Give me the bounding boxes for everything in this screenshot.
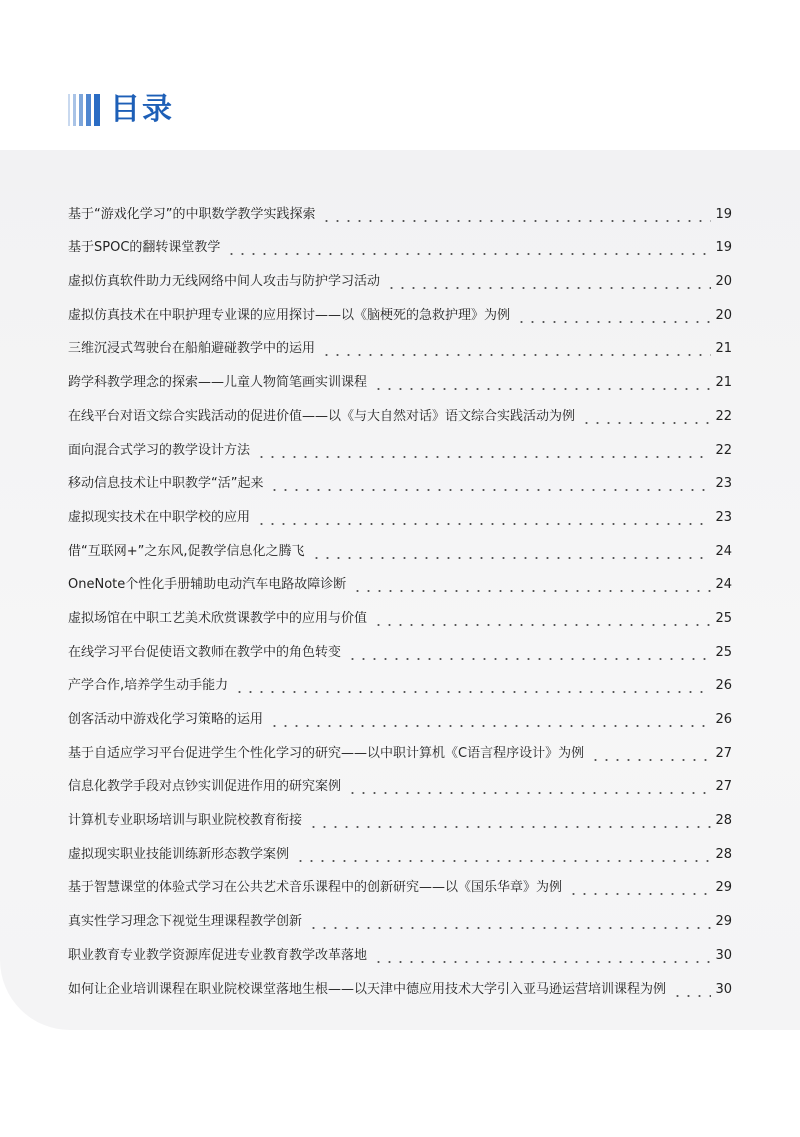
- dot-leader: [588, 743, 711, 765]
- toc-entry[interactable]: [68, 293, 732, 327]
- toc-entry-page: 27: [715, 745, 732, 761]
- toc-entry-page: 28: [715, 813, 732, 829]
- dot-leader: [345, 642, 711, 664]
- toc-entry-page: 22: [715, 408, 732, 424]
- toc-entry[interactable]: [68, 933, 732, 967]
- toc-entry-page: 23: [715, 476, 732, 492]
- toc-entry[interactable]: [68, 630, 732, 664]
- toc-entry-title: 如何让企业培训课程在职业院校课堂落地生根——以天津中德应用技术大学引入亚马逊运营培训课程为例: [68, 981, 667, 997]
- toc-entry[interactable]: [68, 259, 732, 293]
- toc-entry-title: 跨学科教学理念的探索——儿童人物简笔画实训课程: [68, 375, 368, 391]
- dot-leader: [232, 675, 711, 697]
- toc-entry[interactable]: [68, 462, 732, 496]
- toc-entry-title: 基于SPOC的翻转课堂教学: [68, 240, 221, 256]
- toc-entry-title: 在线平台对语文综合实践活动的促进价值——以《与大自然对话》语文综合实践活动为例: [68, 408, 576, 424]
- toc-entry-page: 26: [715, 678, 732, 694]
- toc-entry-title: 产学合作,培养学生动手能力: [68, 678, 229, 694]
- toc-entry-title: 信息化教学手段对点钞实训促进作用的研究案例: [68, 779, 342, 795]
- toc-entry[interactable]: [68, 664, 732, 698]
- toc-entry-page: 24: [715, 577, 732, 593]
- dot-leader: [319, 204, 711, 226]
- dot-leader: [267, 473, 711, 495]
- toc-entry[interactable]: [68, 596, 732, 630]
- toc-entry-page: 25: [715, 644, 732, 660]
- toc-entry-title: 职业教育专业教学资源库促进专业教育教学改革落地: [68, 947, 368, 963]
- dot-leader: [254, 507, 711, 529]
- toc-entry-title: 基于“游戏化学习”的中职数学教学实践探索: [68, 206, 316, 222]
- dot-leader: [371, 945, 711, 967]
- toc-entry[interactable]: [68, 428, 732, 462]
- toc-entry-page: 26: [715, 712, 732, 727]
- toc-entry-title: 计算机专业职场培训与职业院校教育衔接: [68, 813, 303, 829]
- table-of-contents: [68, 192, 732, 1001]
- dot-leader: [371, 608, 711, 630]
- toc-entry-page: 30: [715, 981, 732, 997]
- toc-entry[interactable]: [68, 495, 732, 529]
- dot-leader: [306, 810, 711, 832]
- toc-entry-title: 虚拟仿真软件助力无线网络中间人攻击与防护学习活动: [68, 274, 381, 290]
- toc-entry-title: 基于智慧课堂的体验式学习在公共艺术音乐课程中的创新研究——以《国乐华章》为例: [68, 880, 563, 896]
- bars-decoration-icon: [68, 94, 100, 126]
- dot-leader: [309, 541, 712, 563]
- toc-entry-title: 在线学习平台促使语文教师在教学中的角色转变: [68, 644, 342, 660]
- toc-entry[interactable]: [68, 360, 732, 394]
- toc-entry-page: 20: [715, 274, 732, 290]
- toc-entry[interactable]: [68, 529, 732, 563]
- toc-entry-title: 创客活动中游戏化学习策略的运用: [68, 712, 264, 727]
- toc-entry[interactable]: [68, 731, 732, 765]
- dot-leader: [670, 979, 711, 1001]
- dot-leader: [293, 844, 711, 866]
- toc-entry-title: 三维沉浸式驾驶台在船舶避碰教学中的运用: [68, 341, 316, 357]
- toc-entry[interactable]: [68, 192, 732, 226]
- toc-entry-page: 24: [715, 543, 732, 559]
- page-title: 目录: [110, 92, 174, 127]
- toc-entry-page: 29: [715, 914, 732, 930]
- dot-leader: [267, 709, 711, 731]
- toc-entry-title: 移动信息技术让中职教学“活”起来: [68, 476, 264, 492]
- dot-leader: [345, 776, 711, 798]
- dot-leader: [566, 877, 711, 899]
- toc-entry-title: 虚拟场馆在中职工艺美术欣赏课教学中的应用与价值: [68, 610, 368, 626]
- toc-entry-title: 虚拟现实技术在中职学校的应用: [68, 509, 251, 525]
- toc-entry-page: 28: [715, 846, 732, 862]
- dot-leader: [514, 305, 711, 327]
- toc-entry-page: 29: [715, 880, 732, 896]
- toc-entry-page: 21: [715, 341, 732, 357]
- toc-entry-title: 真实性学习理念下视觉生理课程教学创新: [68, 914, 303, 930]
- toc-entry[interactable]: [68, 327, 732, 361]
- toc-entry-title: 借“互联网+”之东风,促教学信息化之腾飞: [68, 543, 305, 559]
- toc-entry-title: OneNote个性化手册辅助电动汽车电路故障诊断: [68, 577, 347, 593]
- dot-leader: [254, 440, 711, 462]
- toc-entry-page: 19: [715, 206, 732, 222]
- toc-entry[interactable]: [68, 394, 732, 428]
- page-header: [0, 0, 800, 150]
- toc-entry[interactable]: [68, 563, 732, 597]
- toc-entry-page: 22: [715, 442, 732, 458]
- toc-entry-title: 虚拟仿真技术在中职护理专业课的应用探讨——以《脑梗死的急救护理》为例: [68, 307, 511, 323]
- toc-entry-page: 25: [715, 610, 732, 626]
- toc-entry[interactable]: [68, 832, 732, 866]
- toc-entry[interactable]: [68, 798, 732, 832]
- toc-entry-title: 面向混合式学习的教学设计方法: [68, 442, 251, 458]
- toc-entry-title: 虚拟现实职业技能训练新形态教学案例: [68, 846, 290, 862]
- toc-entry-page: 19: [715, 240, 732, 256]
- toc-entry-page: 27: [715, 779, 732, 795]
- toc-entry[interactable]: [68, 899, 732, 933]
- toc-entry[interactable]: [68, 967, 732, 1001]
- toc-entry-page: 20: [715, 307, 732, 323]
- dot-leader: [384, 271, 711, 293]
- toc-entry-page: 30: [715, 947, 732, 963]
- toc-entry[interactable]: [68, 765, 732, 799]
- toc-entry[interactable]: [68, 226, 732, 260]
- toc-entry[interactable]: [68, 697, 732, 731]
- dot-leader: [306, 911, 711, 933]
- dot-leader: [350, 574, 711, 596]
- dot-leader: [371, 372, 711, 394]
- toc-entry[interactable]: [68, 866, 732, 900]
- dot-leader: [319, 338, 711, 360]
- toc-entry-title: 基于自适应学习平台促进学生个性化学习的研究——以中职计算机《C语言程序设计》为例: [68, 745, 585, 761]
- dot-leader: [579, 406, 711, 428]
- toc-entry-page: 21: [715, 375, 732, 391]
- title-block: [68, 92, 174, 128]
- toc-entry-page: 23: [715, 509, 732, 525]
- dot-leader: [224, 237, 711, 259]
